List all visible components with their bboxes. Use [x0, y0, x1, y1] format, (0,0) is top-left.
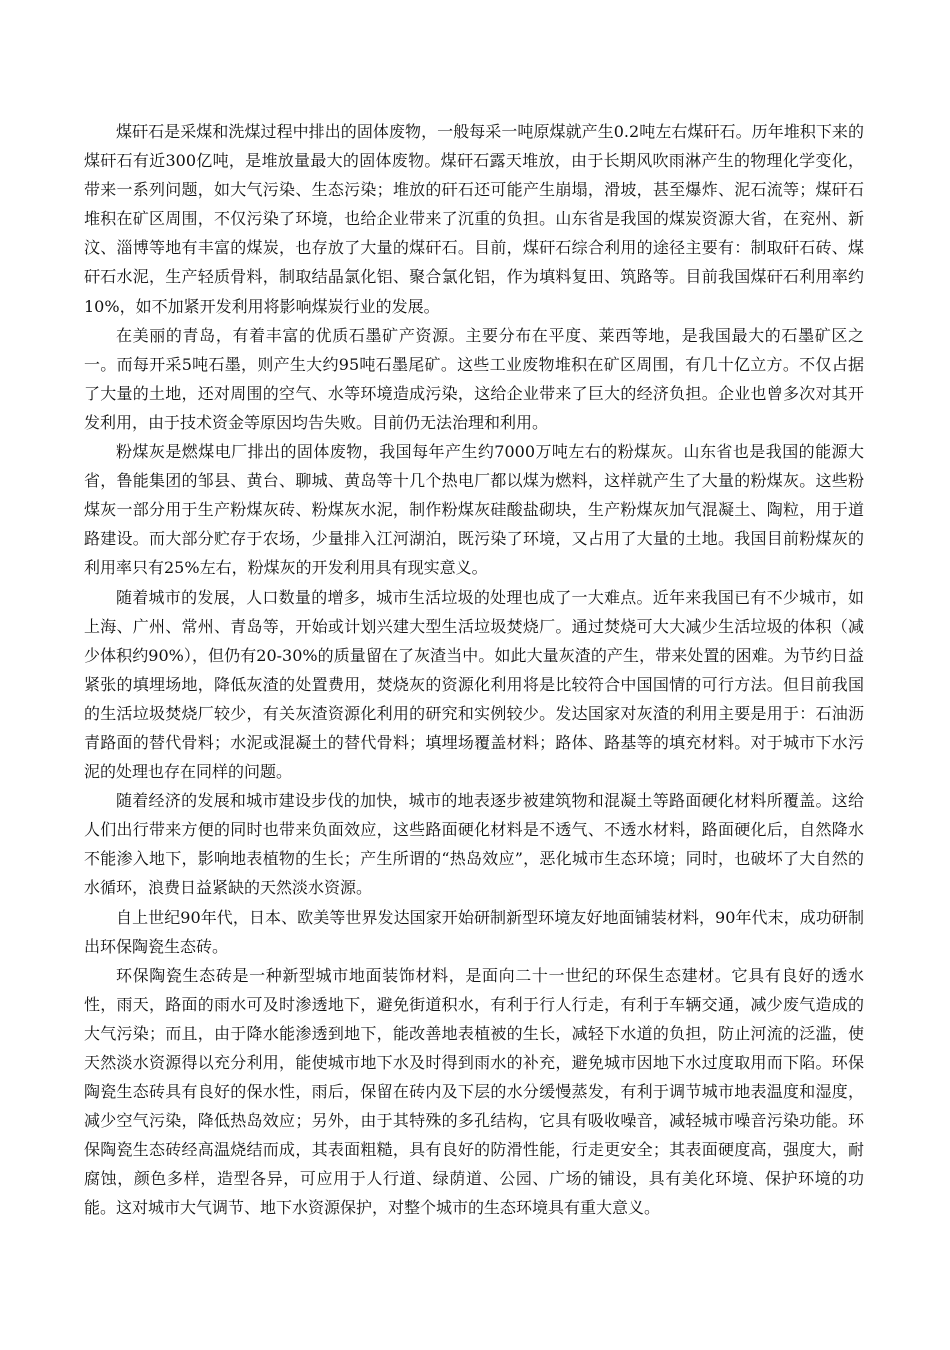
paragraph-coal-gangue: 煤矸石是采煤和洗煤过程中排出的固体废物，一般每采一吨原煤就产生0.2吨左右煤矸石。历年堆积下来的煤矸石有近300亿吨，是堆放量最大的固体废物。煤矸石露天堆放，由于长期风吹雨淋产生的物理化学变化，带来一系列问题，如大气污染、生态污染；堆放的矸石还可能产生崩塌，滑坡，甚至爆炸、泥石流等；煤矸石堆积在矿区周围，不仅污染了环境，也给企业带来了沉重的负担。山东省是我国的煤炭资源大省，在兖州、新汶、淄博等地有丰富的煤炭，也存放了大量的煤矸石。目前，煤矸石综合利用的途径主要有：制取矸石砖、煤矸石水泥，生产轻质骨料，制取结晶氯化铝、聚合氯化铝，作为填料复田、筑路等。目前我国煤矸石利用率约10%，如不加紧开发利用将影响煤炭行业的发展。 [84, 122, 864, 316]
paragraph-fly-ash: 粉煤灰是燃煤电厂排出的固体废物，我国每年产生约7000万吨左右的粉煤灰。山东省也是我国的能源大省，鲁能集团的邹县、黄台、聊城、黄岛等十几个热电厂都以煤为燃料，这样就产生了大量的粉煤灰。这些粉煤灰一部分用于生产粉煤灰砖、粉煤灰水泥，制作粉煤灰硅酸盐砌块，生产粉煤灰加气混凝土、陶粒，用于道路建设。而大部分贮存于农场，少量排入江河湖泊，既污染了环境，又占用了大量的土地。我国目前粉煤灰的利用率只有25%左右，粉煤灰的开发利用具有现实意义。 [84, 442, 864, 578]
paragraph-eco-brick: 环保陶瓷生态砖是一种新型城市地面装饰材料，是面向二十一世纪的环保生态建材。它具有良好的透水性，雨天，路面的雨水可及时渗透地下，避免街道积水，有利于行人行走，有利于车辆交通，减少废气造成的大气污染；而且，由于降水能渗透到地下，能改善地表植被的生长，减轻下水道的负担，防止河流的泛滥，使天然淡水资源得以充分利用，能使城市地下水及时得到雨水的补充，避免城市因地下水过度取用而下陷。环保陶瓷生态砖具有良好的保水性，雨后，保留在砖内及下层的水分缓慢蒸发，有利于调节城市地表温度和湿度，减少空气污染，降低热岛效应；另外，由于其特殊的多孔结构，它具有吸收噪音，减轻城市噪音污染功能。环保陶瓷生态砖经高温烧结而成，其表面粗糙，具有良好的防滑性能，行走更安全；其表面硬度高，强度大，耐腐蚀，颜色多样，造型各异，可应用于人行道、绿荫道、公园、广场的铺设，具有美化环境、保护环境的功能。这对城市大气调节、地下水资源保护，对整个城市的生态环境具有重大意义。 [84, 965, 864, 1218]
document-body [84, 117, 864, 1223]
paragraph-pavement-hardening: 随着经济的发展和城市建设步伐的加快，城市的地表逐步被建筑物和混凝土等路面硬化材料所覆盖。这给人们出行带来方便的同时也带来负面效应，这些路面硬化材料是不透气、不透水材料，路面硬化后，自然降水不能渗入地下，影响地表植物的生长；产生所谓的“热岛效应”，恶化城市生态环境；同时，也破坏了大自然的水循环，浪费日益紧缺的天然淡水资源。 [84, 791, 864, 898]
paragraph-graphite-tailings: 在美丽的青岛，有着丰富的优质石墨矿产资源。主要分布在平度、莱西等地，是我国最大的石墨矿区之一。而每开采5吨石墨，则产生大约95吨石墨尾矿。这些工业废物堆积在矿区周围，有几十亿立方。不仅占据了大量的土地，还对周围的空气、水等环境造成污染，这给企业带来了巨大的经济负担。企业也曾多次对其开发利用，由于技术资金等原因均告失败。目前仍无法治理和利用。 [84, 325, 864, 432]
paragraph-incineration-ash: 随着城市的发展，人口数量的增多，城市生活垃圾的处理也成了一大难点。近年来我国已有不少城市，如上海、广州、常州、青岛等，开始或计划兴建大型生活垃圾焚烧厂。通过焚烧可大大减少生活垃圾的体积（减少体积约90%），但仍有20-30%的质量留在了灰渣当中。如此大量灰渣的产生，带来处置的困难。为节约日益紧张的填埋场地，降低灰渣的处置费用，焚烧灰的资源化利用将是比较符合中国国情的可行方法。但目前我国的生活垃圾焚烧厂较少，有关灰渣资源化利用的研究和实例较少。发达国家对灰渣的利用主要是用于：石油沥青路面的替代骨料；水泥或混凝土的替代骨料；填埋场覆盖材料；路体、路基等的填充材料。对于城市下水污泥的处理也存在同样的问题。 [84, 587, 864, 782]
paragraph-history: 自上世纪90年代，日本、欧美等世界发达国家开始研制新型环境友好地面铺装材料，90年代末，成功研制出环保陶瓷生态砖。 [84, 907, 864, 956]
